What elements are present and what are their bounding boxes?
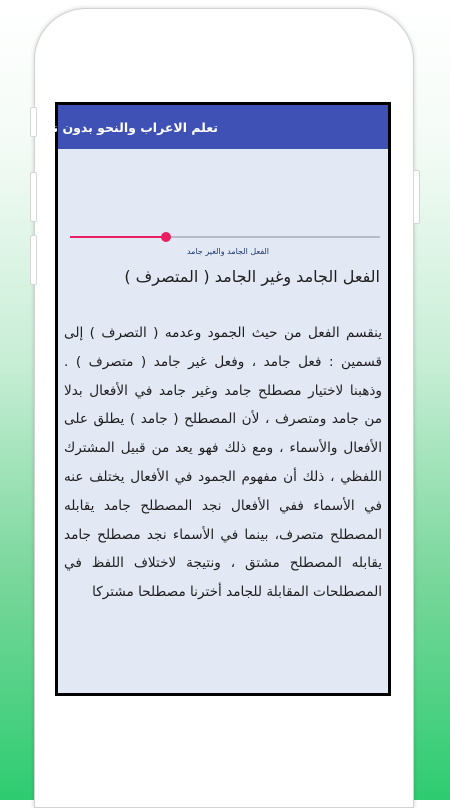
lesson-progress-slider[interactable] [70, 230, 380, 244]
power-button [413, 170, 420, 224]
app-content [40, 105, 388, 693]
app-title: تعلم الاعراب والنحو بدون نت [40, 119, 218, 135]
volume-up-button [30, 172, 37, 222]
slider-fill [70, 236, 166, 238]
lesson-body: ينقسم الفعل من حيث الجمود وعدمه ( التصرف ) إلى قسمين : فعل جامد ، وفعل غير جامد ( متصرف ) . وذهبنا لاختيار مصطلح جامد وغير جامد في الأفعال بدلا من جامد ومتصرف ، لأن المصطلح ( جامد ) يطلق على الأفعال والأسماء ، ومع ذلك فهو يعد من قبيل المشترك اللفظي ، ذلك أن مفهوم الجمود في الأفعال يختلف عنه في الأسماء ففي الأفعال نجد المصطلح جامد يقابله المصطلح متصرف، بينما في الأسماء نجد مصطلح جامد يقابله المصطلح مشتق ، ونتيجة لاختلاف اللفظ في المصطلحات المقابلة للجامد أخترنا مصطلحا مشتركا [64, 325, 382, 601]
device-screen [40, 102, 391, 696]
volume-down-button [30, 235, 37, 285]
lesson-heading: الفعل الجامد وغير الجامد ( المتصرف ) [124, 267, 380, 286]
slider-thumb[interactable] [161, 232, 171, 242]
mute-switch [30, 107, 37, 137]
app-bar [40, 105, 388, 149]
section-label: الفعل الجامد والغير جامد [186, 247, 270, 256]
